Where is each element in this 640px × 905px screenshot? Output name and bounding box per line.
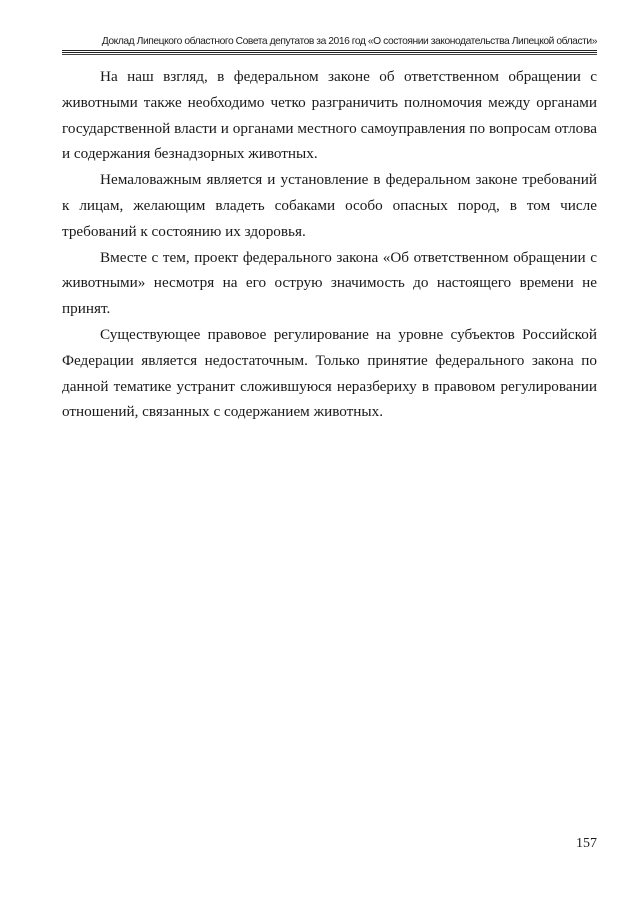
- header-rule-thin: [62, 54, 597, 55]
- header-title: Доклад Липецкого областного Совета депутатов за 2016 год «О состоянии законодательства Липецкой области»: [101, 36, 597, 47]
- paragraph: Существующее правовое регулирование на уровне субъектов Российской Федерации является недостаточным. Только принятие федерального закона по данной тематике устранит сложившуюся неразбериху в правовом регулировании отношений, связанных с содержанием животных.: [62, 325, 597, 421]
- header-rule: [62, 50, 597, 53]
- running-header: [62, 36, 597, 55]
- page-number: 157: [576, 836, 597, 851]
- paragraph: Вместе с тем, проект федерального закона «Об ответственном обращении с животными» несмотря на его острую значимость до настоящего времени не принят.: [62, 248, 597, 318]
- paragraph: Немаловажным является и установление в федеральном законе требований к лицам, желающим владеть собаками особо опасных пород, в том числе требований к состоянию их здоровья.: [62, 171, 597, 240]
- document-body: [62, 64, 597, 425]
- paragraph: На наш взгляд, в федеральном законе об ответственном обращении с животными также необходимо четко разграничить полномочия между органами государственной власти и органами местного самоуправления по вопросам отлова и содержания безнадзорных животных.: [62, 68, 597, 163]
